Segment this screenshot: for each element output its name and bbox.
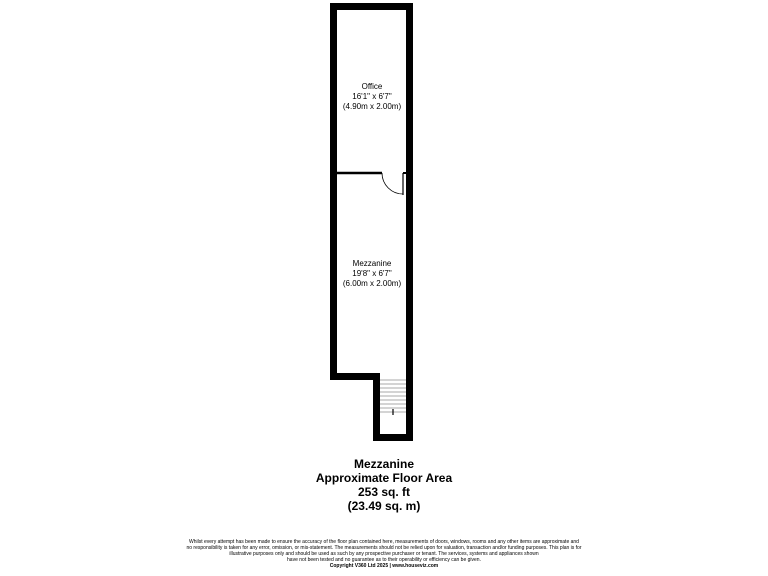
floor-area-heading: Approximate Floor Area: [315, 471, 453, 485]
disclaimer-line: Whilst every attempt has been made to ensure the accuracy of the floor plan contained here, measurements of doors, windows, rooms and any other items are approximate and: [189, 539, 579, 545]
floor-area-sq-ft: 253 sq. ft: [357, 485, 411, 499]
floor-area-sq-m: (23.49 sq. m): [347, 499, 421, 513]
office-dims-metric: (4.90m x 2.00m): [342, 102, 402, 111]
disclaimer: [150, 539, 618, 569]
office-label: [322, 82, 422, 112]
copyright-text: Copyright V360 Ltd 2025 | www.houseviz.com: [329, 563, 439, 569]
disclaimer-line: no responsibility is taken for any error, omission, or mis-statement. The measurements should not be relied upon for valuation, transaction and/or funding purposes. This plan is for: [186, 545, 582, 551]
mezzanine-name: Mezzanine: [352, 259, 392, 268]
outer-wall: [334, 7, 410, 438]
mezzanine-dims-metric: (6.00m x 2.00m): [342, 279, 402, 288]
disclaimer-line: have not been tested and no guarantee as to their operability or efficiency can be given.: [287, 557, 481, 563]
floor-area-summary: [284, 457, 484, 513]
mezzanine-label: [322, 259, 422, 289]
floor-name: Mezzanine: [353, 457, 414, 471]
mezzanine-dims-imperial: 19'8" x 6'7": [352, 269, 392, 278]
office-name: Office: [361, 82, 383, 91]
disclaimer-line: illustrative purposes only and should be used as such by any prospective purchaser or tenant. The services, systems and appliances shown: [229, 551, 539, 557]
office-dims-imperial: 16'1" x 6'7": [352, 92, 392, 101]
